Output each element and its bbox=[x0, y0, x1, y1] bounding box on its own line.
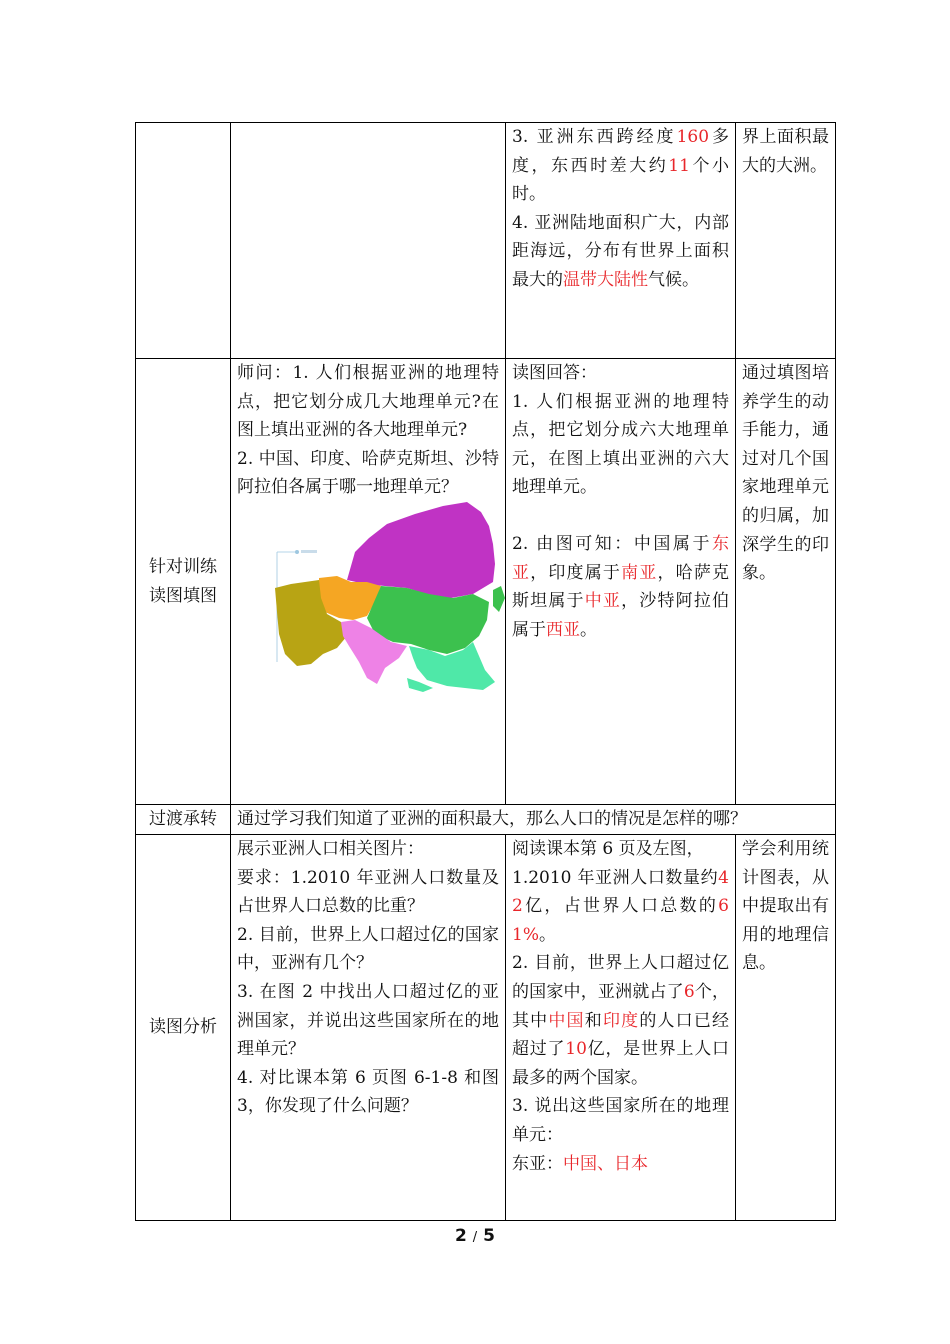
asia-map bbox=[267, 502, 507, 692]
student-cell bbox=[506, 123, 736, 359]
row-label: 针对训练读图填图 bbox=[136, 359, 231, 805]
table-row bbox=[136, 805, 836, 835]
transition-cell: 通过学习我们知道了亚洲的面积最大，那么人口的情况是怎样的哪？ bbox=[231, 805, 836, 835]
teacher-line-1: 要求：1.2010 年亚洲人口数量及占世界人口总数的比重？ bbox=[237, 867, 499, 917]
teacher-line-3: 3. 在图 2 中找出人口超过亿的亚洲国家，并说出这些国家所在的地理单元？ bbox=[237, 981, 499, 1060]
answer-intro: 读图回答： bbox=[512, 363, 597, 383]
answer-2: 2. 由图可知：中国属于东亚，印度属于南亚，哈萨克斯坦属于中亚，沙特阿拉伯属于西亚。 bbox=[512, 533, 730, 640]
page-number: 2 / 5 bbox=[455, 1226, 495, 1246]
purpose-cell: 界上面积最大的大洲。 bbox=[736, 123, 836, 359]
answer-1: 1. 人们根据亚洲的地理特点，把它划分成六大地理单元，在图上填出亚洲的六大地理单元。 bbox=[512, 391, 729, 498]
table-row bbox=[136, 835, 836, 1221]
answer-line-4: 4. 亚洲陆地面积广大，内部距海远，分布有世界上面积最大的温带大陆性气候。 bbox=[512, 212, 729, 290]
teacher-question-1: 师问：1. 人们根据亚洲的地理特点，把它划分成几大地理单元?在图上填出亚洲的各大地理单元? bbox=[237, 363, 499, 441]
answer-intro: 阅读课本第 6 页及左图， bbox=[512, 839, 704, 859]
student-cell bbox=[506, 835, 736, 1221]
answer-4: 东亚：中国、日本 bbox=[512, 1153, 648, 1174]
label-cell-empty bbox=[136, 123, 231, 359]
map-label-mark bbox=[301, 550, 317, 553]
table-row bbox=[136, 359, 836, 805]
purpose-cell: 通过填图培养学生的动手能力，通过对几个国家地理单元的归属，加深学生的印象。 bbox=[736, 359, 836, 805]
teacher-line-0: 展示亚洲人口相关图片： bbox=[237, 839, 424, 859]
table-row bbox=[136, 123, 836, 359]
teacher-cell bbox=[231, 359, 506, 805]
row-label: 读图分析 bbox=[136, 835, 231, 1221]
student-cell bbox=[506, 359, 736, 805]
row-label: 过渡承转 bbox=[136, 805, 231, 835]
teacher-cell bbox=[231, 835, 506, 1221]
teacher-cell-empty bbox=[231, 123, 506, 359]
purpose-cell: 学会利用统计图表，从中提取出有用的地理信息。 bbox=[736, 835, 836, 1221]
map-region-east-islands bbox=[493, 586, 505, 612]
asia-map-figure bbox=[267, 502, 507, 692]
teacher-question-2: 2. 中国、印度、哈萨克斯坦、沙特阿拉伯各属于哪一地理单元？ bbox=[237, 448, 499, 498]
answer-2: 2. 目前，世界上人口超过亿的国家中，亚洲就占了6个，其中中国和印度的人口已经超过了10亿，是世界上人口最多的两个国家。 bbox=[512, 953, 730, 1088]
answer-3: 3. 说出这些国家所在的地理单元： bbox=[512, 1096, 729, 1145]
lesson-plan-table bbox=[135, 122, 836, 1221]
answer-1: 1.2010 年亚洲人口数量约42亿，占世界人口总数的61%。 bbox=[512, 867, 729, 945]
map-label-dot bbox=[295, 550, 299, 554]
answer-line-3: 3. 亚洲东西跨经度160多度，东西时差大约11个小时。 bbox=[512, 127, 730, 205]
teacher-line-4: 4. 对比课本第 6 页图 6-1-8 和图 3，你发现了什么问题？ bbox=[237, 1067, 499, 1117]
teacher-line-2: 2. 目前，世界上人口超过亿的国家中，亚洲有几个？ bbox=[237, 924, 499, 974]
